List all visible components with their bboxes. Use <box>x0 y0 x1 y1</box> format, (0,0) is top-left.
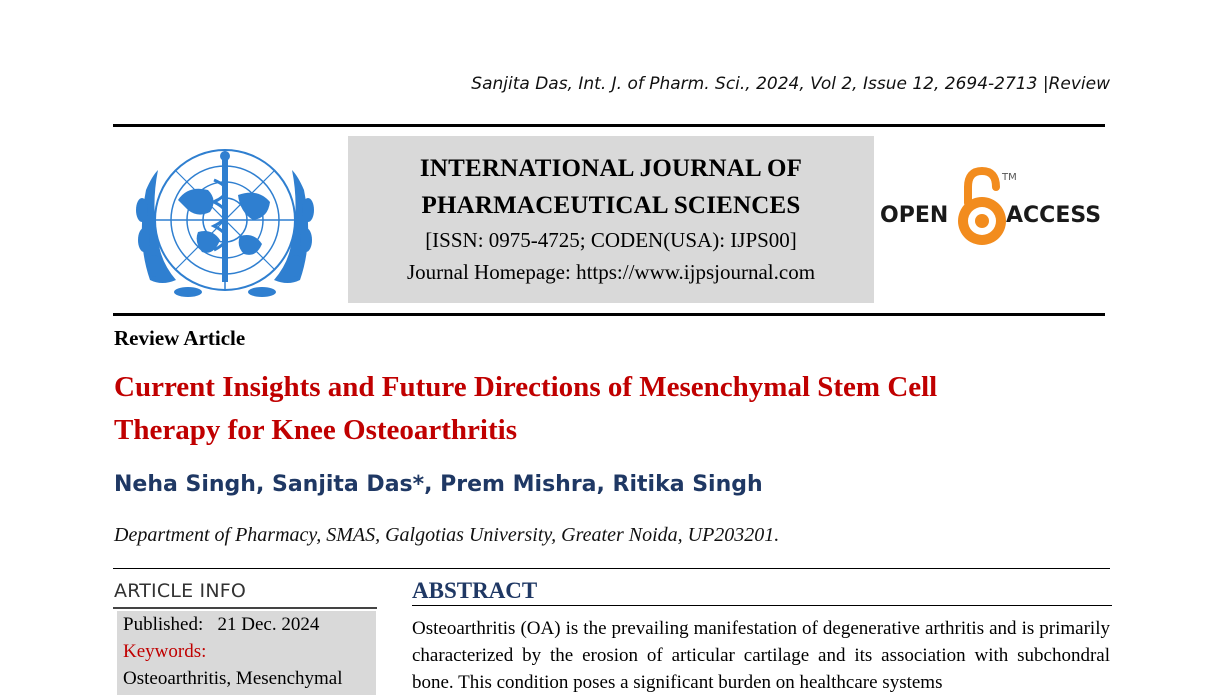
article-info-rule <box>113 607 377 609</box>
published-value: 21 Dec. 2024 <box>217 614 320 635</box>
open-access-left-text: OPEN <box>880 203 949 228</box>
article-title <box>114 366 1094 452</box>
journal-homepage: Journal Homepage: https://www.ijpsjournal.com <box>406 260 816 284</box>
journal-issn: [ISSN: 0975-4725; CODEN(USA): IJPS00] <box>425 228 797 252</box>
journal-masthead-box <box>348 136 874 303</box>
open-access-right-text: ACCESS <box>1006 203 1102 228</box>
abstract-rule <box>412 605 1112 606</box>
open-access-tm: TM <box>1002 172 1017 183</box>
journal-name-line2: PHARMACEUTICAL SCIENCES <box>421 192 801 219</box>
article-authors: Neha Singh, Sanjita Das*, Prem Mishra, Ritika Singh <box>114 472 763 497</box>
article-info-box <box>117 611 376 695</box>
journal-name-line1: INTERNATIONAL JOURNAL OF <box>419 155 803 182</box>
published-label: Published: <box>123 614 204 635</box>
article-title-line2: Therapy for Knee Osteoarthritis <box>114 414 517 446</box>
header-top-rule <box>113 124 1105 127</box>
section-divider <box>113 568 1110 569</box>
citation-header: Sanjita Das, Int. J. of Pharm. Sci., 2024, Vol 2, Issue 12, 2694-2713 |Review <box>471 74 1110 94</box>
abstract-heading: ABSTRACT <box>412 578 538 603</box>
open-access-logo <box>880 165 1108 255</box>
open-lock-icon <box>958 171 1006 245</box>
header-bottom-rule <box>113 313 1105 316</box>
keywords-value: Osteoarthritis, Mesenchymal <box>123 668 343 689</box>
abstract-text: Osteoarthritis (OA) is the prevailing manifestation of degenerative arthritis and is primarily characterized by the erosion of articular cartilage and its association with subchondral bone. This condition poses a significant burden on healthcare systems <box>412 618 1110 693</box>
published-row <box>117 611 376 638</box>
journal-name <box>348 150 874 224</box>
article-affiliation: Department of Pharmacy, SMAS, Galgotias University, Greater Noida, UP203201. <box>114 524 780 546</box>
article-title-line1: Current Insights and Future Directions of Mesenchymal Stem Cell <box>114 371 938 403</box>
journal-emblem-logo-icon <box>128 140 322 304</box>
article-info-heading: ARTICLE INFO <box>114 580 247 602</box>
keywords-label: Keywords: <box>123 641 207 662</box>
article-type: Review Article <box>114 326 246 350</box>
